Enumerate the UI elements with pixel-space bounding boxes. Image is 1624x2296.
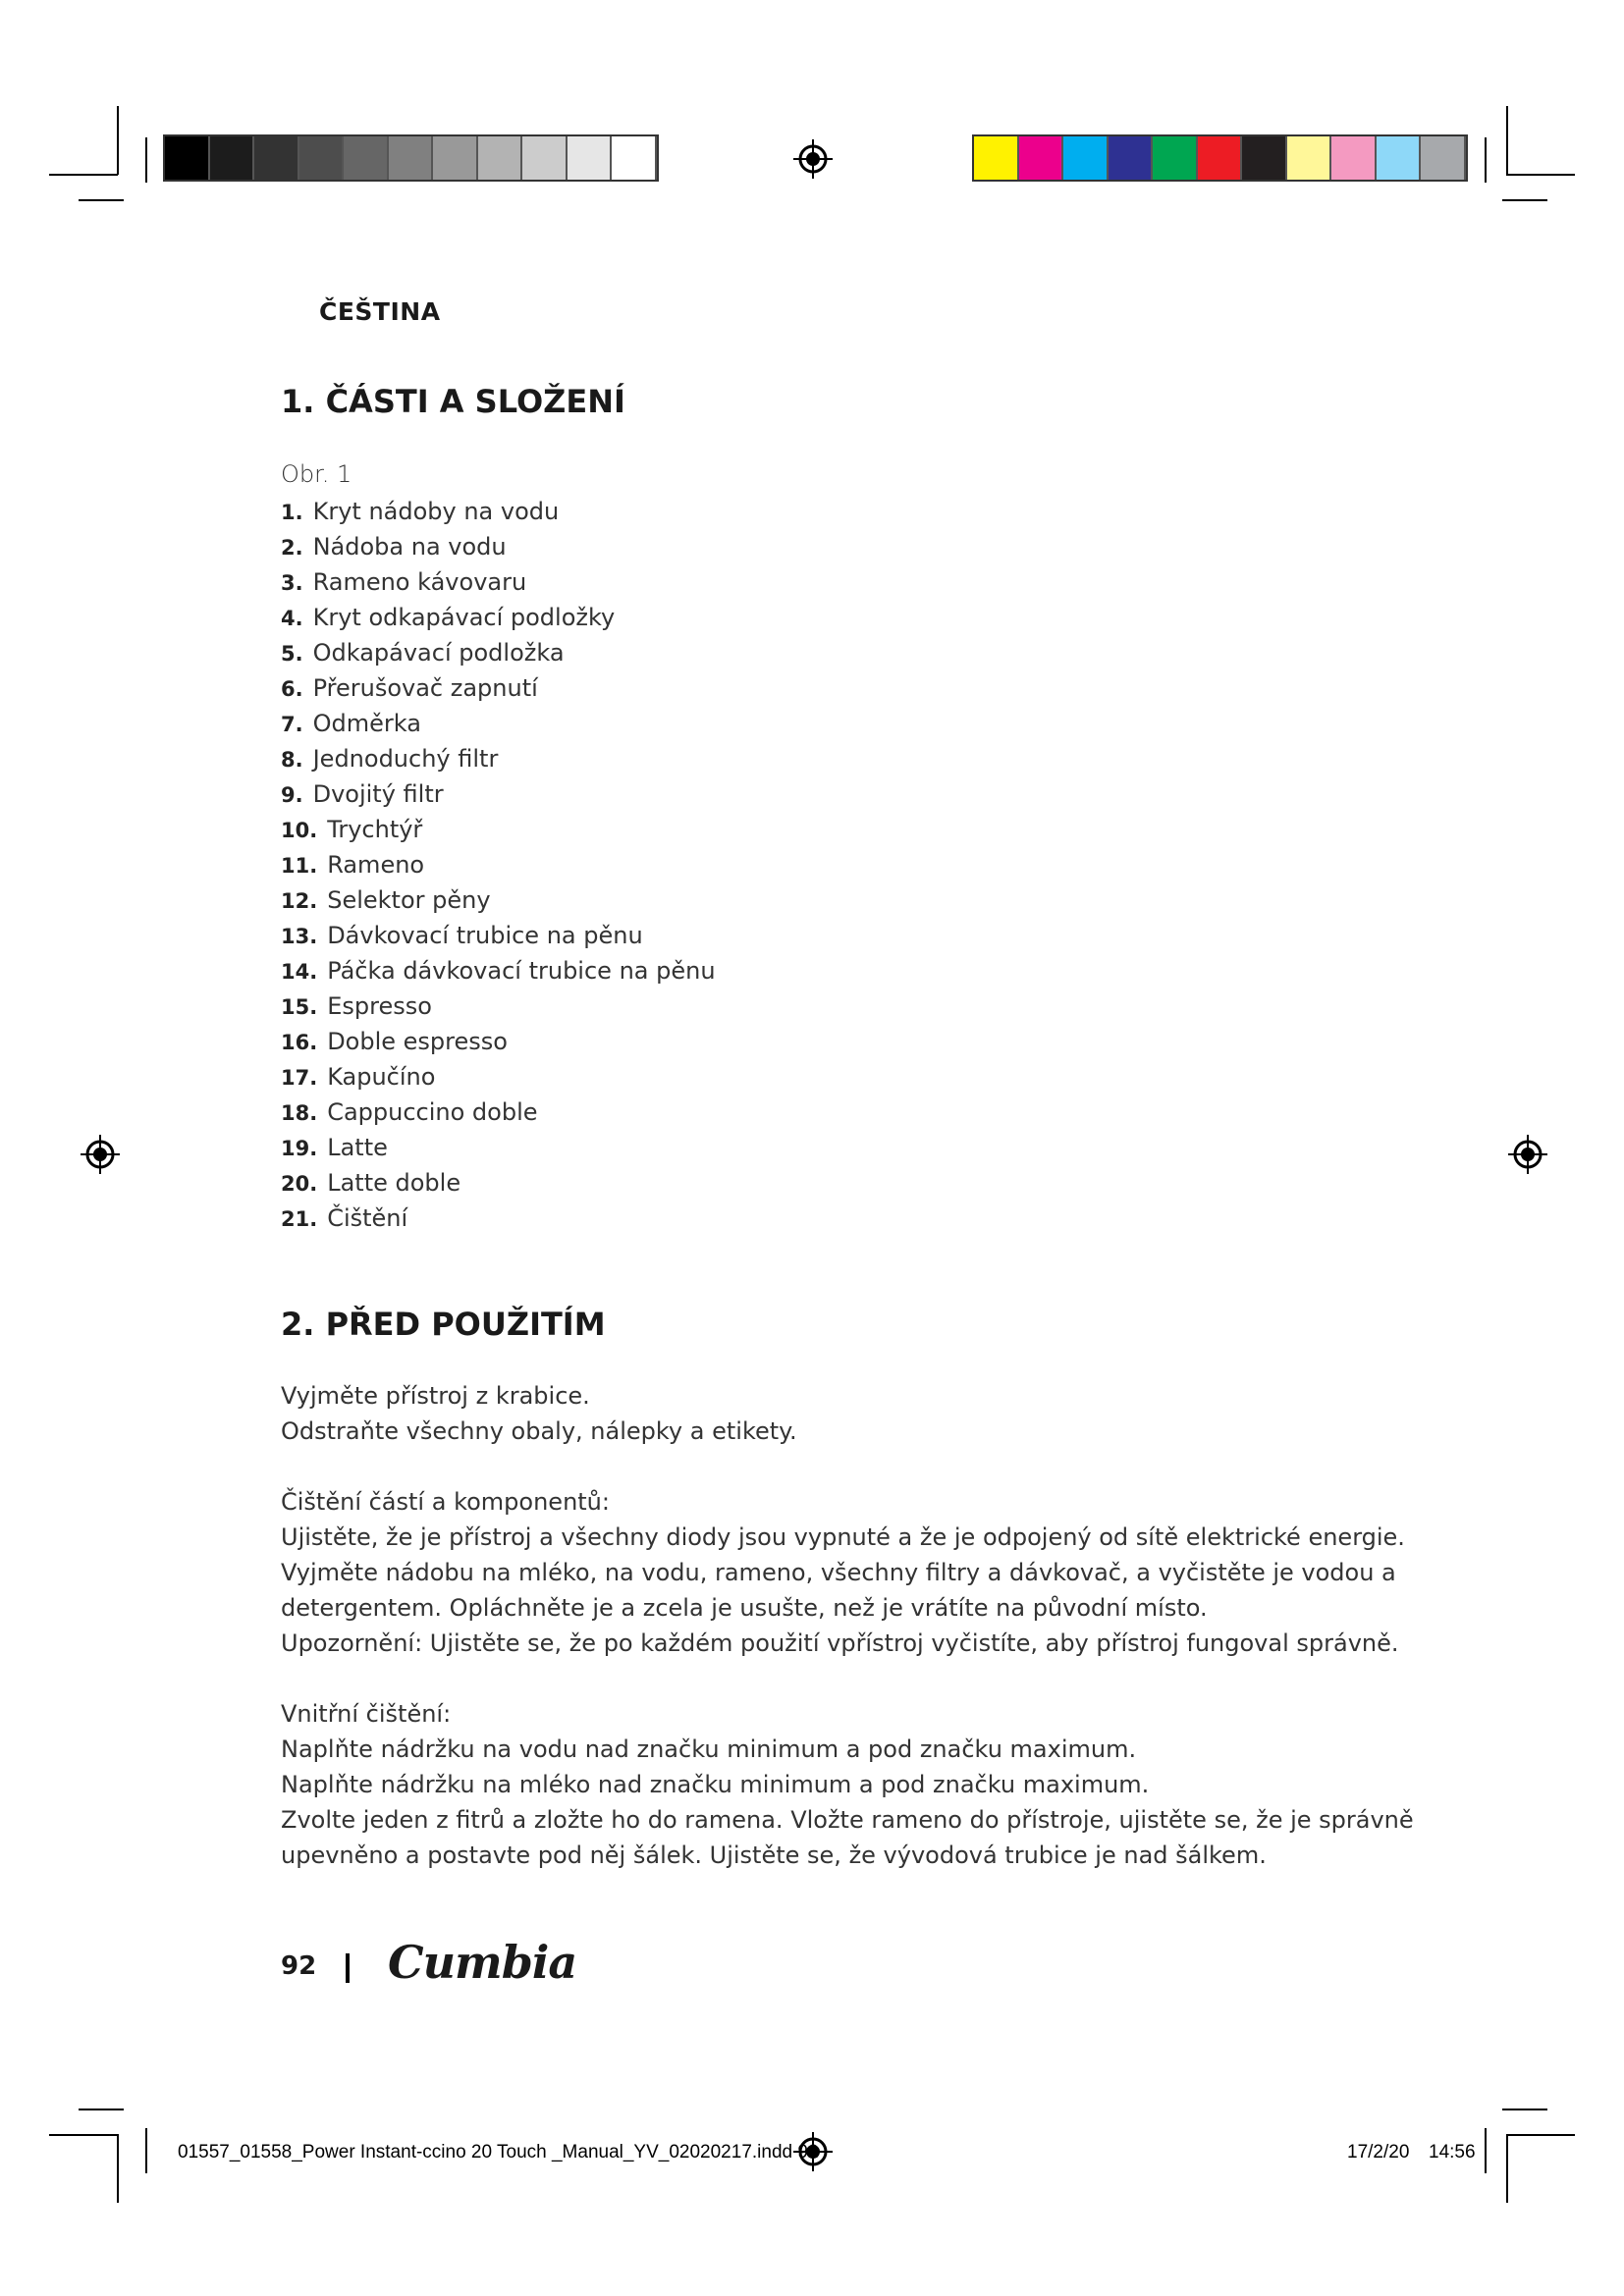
list-item: 13. Dávkovací trubice na pěnu [281,922,643,949]
parts-list [281,494,716,1236]
crop-mark-tr-h2 [1502,199,1547,201]
grayscale-swatch [389,136,434,180]
list-item: 10. Trychtýř [281,816,423,843]
list-item: 4. Kryt odkapávací podložky [281,604,616,631]
list-item: 15. Espresso [281,992,432,1020]
grayscale-bar [163,134,659,182]
list-item: 21. Čištění [281,1204,408,1232]
brand-logo: Cumbia [388,1936,577,1989]
list-item: 20. Latte doble [281,1169,461,1197]
grayscale-swatch [254,136,299,180]
grayscale-swatch [433,136,478,180]
list-item: 19. Latte [281,1134,388,1161]
grayscale-swatch [478,136,523,180]
crop-mark-br-v2 [1485,2128,1487,2173]
color-swatch [1242,136,1287,180]
language-label: ČEŠTINA [319,297,441,326]
grayscale-swatch [344,136,389,180]
slug-filename: 01557_01558_Power Instant-ccino 20 Touch _Manual_YV_02020217.indd 92 [178,2142,819,2163]
crop-mark-tr-v2 [1485,137,1487,183]
registration-mark-top-icon [793,139,833,179]
internal-cleaning-paragraph: Vnitřní čištění: Naplňte nádržku na vodu nad značku minimum a pod značku maximum. Naplňte nádržku na mléko nad značku minimum a pod značku maximum. Zvolte jeden z fitrů a zložte ho do ramena. Vložte rameno do přístroje, ujistěte se, že je správně upevněno a postavte pod něj šálek. Ujistěte se, že vývodová trubice je nad šálkem. [281,1700,1414,1869]
grayscale-swatch [568,136,613,180]
crop-mark-bl-h [49,2134,118,2136]
registration-mark-right-icon [1508,1135,1547,1174]
grayscale-swatch [299,136,345,180]
footer-divider [346,1953,350,1983]
color-swatch [1109,136,1154,180]
list-item: 7. Odměrka [281,710,421,737]
color-swatch [1421,136,1466,180]
list-item: 1. Kryt nádoby na vodu [281,498,560,525]
crop-mark-tl-v2 [145,137,147,183]
crop-mark-bl-v2 [145,2128,147,2173]
crop-mark-tl-v [117,106,119,175]
registration-mark-left-icon [81,1135,120,1174]
list-item: 8. Jednoduchý filtr [281,745,499,773]
color-bar [972,134,1468,182]
list-item: 9. Dvojitý filtr [281,780,444,808]
grayscale-swatch [612,136,657,180]
crop-mark-tr-h [1506,174,1575,176]
list-item: 5. Odkapávací podložka [281,639,565,667]
list-item: 3. Rameno kávovaru [281,568,527,596]
crop-mark-tr-v [1506,106,1508,175]
color-swatch [974,136,1019,180]
crop-mark-br-v [1506,2134,1508,2203]
color-swatch [1153,136,1198,180]
crop-mark-bl-v [117,2134,119,2203]
color-swatch [1063,136,1109,180]
list-item: 11. Rameno [281,851,425,879]
color-swatch [1377,136,1422,180]
grayscale-swatch [210,136,255,180]
intro-paragraph: Vyjměte přístroj z krabice. Odstraňte všechny obaly, nálepky a etikety. [281,1382,797,1445]
figure-label: Obr. 1 [281,460,352,488]
list-item: 2. Nádoba na vodu [281,533,507,561]
color-swatch [1198,136,1243,180]
color-swatch [1331,136,1377,180]
section-2-title: 2. PŘED POUŽITÍM [281,1306,606,1343]
list-item: 6. Přerušovač zapnutí [281,674,538,702]
cleaning-parts-paragraph: Čištění částí a komponentů: Ujistěte, že je přístroj a všechny diody jsou vypnuté a že je odpojený od sítě elektrické energie. Vyjměte nádobu na mléko, na vodu, rameno, všechny filtry a dávkovač, a vyčistěte je vodou a detergentem. Opláchněte je a zcela je usušte, než je vrátíte na původní místo. Upozornění: Ujistěte se, že po každém použití vpřístroj vyčistíte, aby přístroj fungoval správně. [281,1488,1405,1657]
crop-mark-tl-h2 [79,199,124,201]
grayscale-swatch [522,136,568,180]
slug-date: 17/2/20 [1347,2142,1410,2163]
list-item: 14. Páčka dávkovací trubice na pěnu [281,957,716,985]
grayscale-swatch [165,136,210,180]
slug-time: 14:56 [1429,2142,1476,2163]
list-item: 17. Kapučíno [281,1063,436,1091]
list-item: 18. Cappuccino doble [281,1098,538,1126]
page-number: 92 [281,1951,317,1981]
list-item: 12. Selektor pěny [281,886,491,914]
crop-mark-br-h2 [1502,2109,1547,2110]
crop-mark-br-h [1506,2134,1575,2136]
crop-mark-tl-h [49,174,118,176]
color-swatch [1287,136,1332,180]
list-item: 16. Doble espresso [281,1028,508,1055]
color-swatch [1019,136,1064,180]
crop-mark-bl-h2 [79,2109,124,2110]
section-1-title: 1. ČÁSTI A SLOŽENÍ [281,383,625,420]
